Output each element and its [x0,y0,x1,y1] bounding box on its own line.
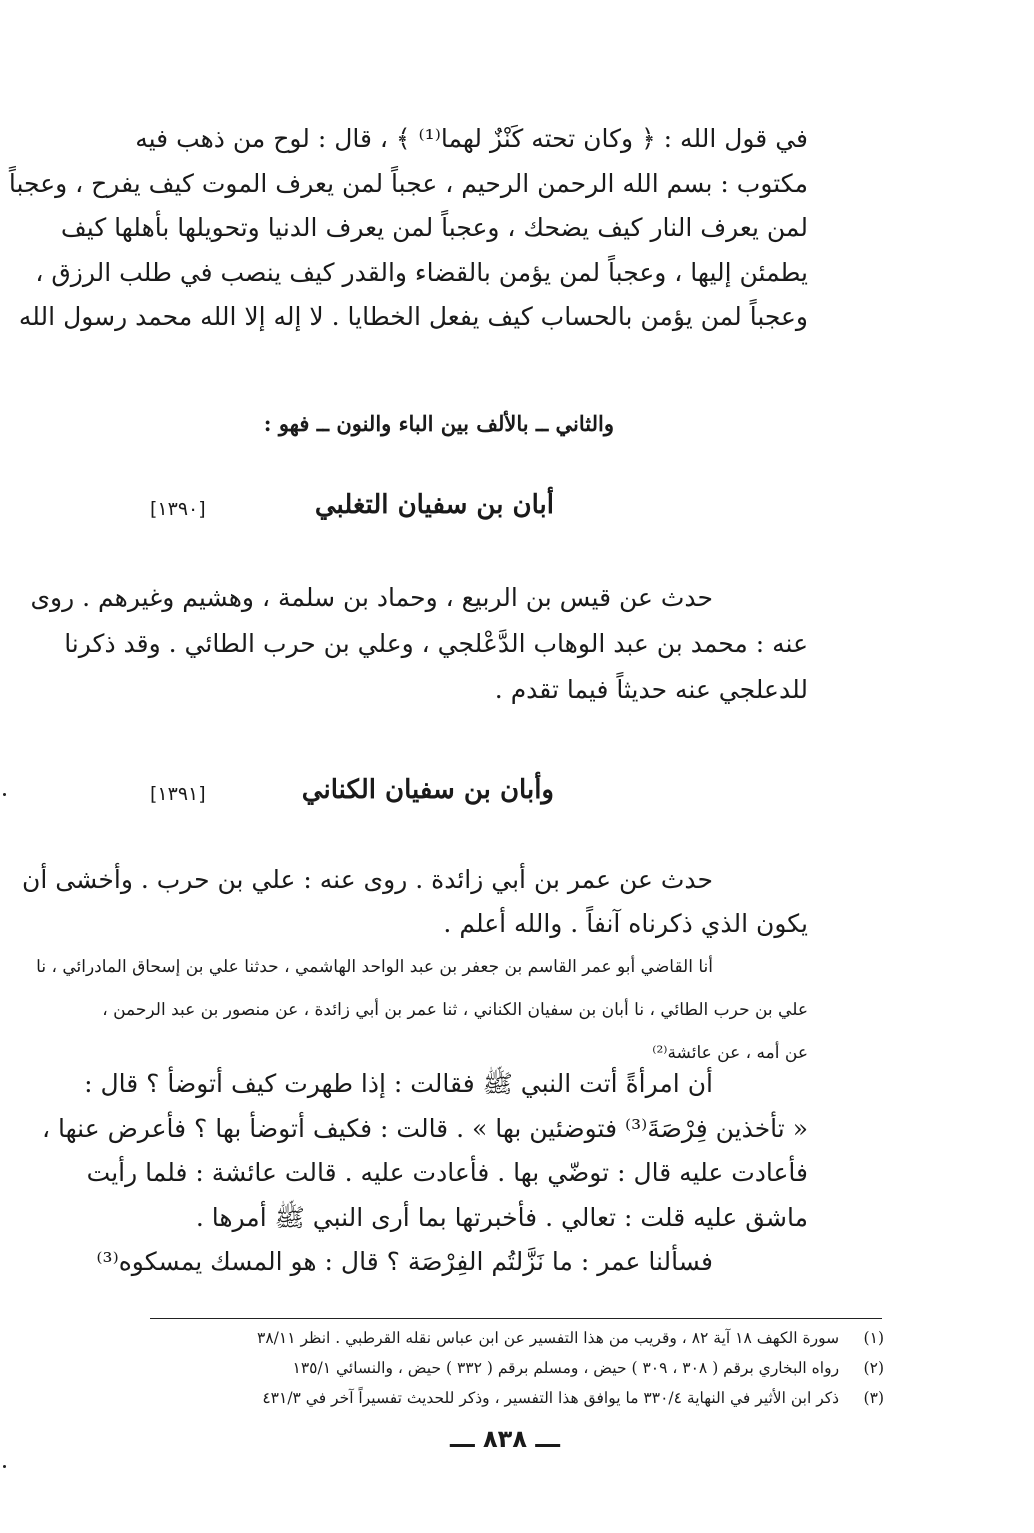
intro-paragraph [8,117,808,340]
hadith-block [42,1062,808,1285]
entry-line: للدعلجي عنه حديثاً فيما تقدم . [494,675,808,704]
entry-line: عنه : محمد بن عبد الوهاب الدَّعْلجي ، وعلي بن حرب الطائي . وقد ذكرنا [64,629,808,658]
intro-line: لمن يعرف النار كيف يضحك ، وعجباً لمن يعرف الدنيا وتحويلها بأهلها كيف [60,213,808,242]
scan-speck [3,793,6,796]
intro-line: يطمئن إليها ، وعجباً لمن يؤمن بالقضاء والقدر كيف ينصب في طلب الرزق ، [35,257,808,287]
entry-line: حدث عن عمر بن أبي زائدة . روى عنه : علي بن حرب . وأخشى أن [22,865,713,894]
footnote-number: (٢) [863,1359,884,1377]
footnote-number: (٣) [863,1389,884,1407]
hadith-line: أن امرأةً أتت النبي ﷺ فقالت : إذا طهرت كيف أتوضأ ؟ قال : [84,1069,713,1098]
entry-number: [١٣٩١] [150,783,206,805]
footnote-text: رواه البخاري برقم ( ٣٠٨ ، ٣٠٩ ) حيض ، ومسلم برقم ( ٣٣٢ ) حيض ، والنسائي ١٣٥/١ [292,1359,840,1377]
entry-body-1390 [30,575,808,713]
hadith-line: فأعادت عليه قال : توضّي بها . فأعادت عليه . قالت عائشة : فلما رأيت [86,1158,808,1187]
hadith-line: « تأخذين فِرْصَةَ⁽³⁾ فتوضئين بها » . قالت : فكيف أتوضأ بها ؟ فأعرض عنها ، [42,1113,808,1143]
footnotes [144,1323,884,1413]
hadith-line: ماشق عليه قلت : تعالي . فأخبرتها بما أرى النبي ﷺ أمرها . [195,1202,808,1232]
entry-header-1391 [150,775,884,815]
page-number: ـــ ٨٣٨ ـــ [450,1425,560,1453]
footnote [144,1353,884,1383]
entry-header-1390 [150,490,884,530]
section-intro-heading: والثاني ــ بالألف بين الباء والنون ــ فهو : [263,411,614,436]
footnote [144,1383,884,1413]
isnad-line: عن أمه ، عن عائشة⁽²⁾ [652,1043,808,1063]
entry-title: وأبان بن سفيان الكناني [301,775,554,805]
footnote-text: سورة الكهف ١٨ آية ٨٢ ، وقريب من هذا التفسير عن ابن عباس نقله القرطبي . انظر ٣٨/١١ [257,1329,840,1347]
footnote-separator [150,1318,882,1319]
entry-line: حدث عن قيس بن الربيع ، وحماد بن سلمة ، وهشيم وغيرهم . روى [30,583,713,612]
intro-line: في قول الله : ﴿ وكان تحته كَنْزٌ لهما⁽¹⁾ ﴾ ، قال : لوح من ذهب فيه [135,124,808,153]
footnote [144,1323,884,1353]
isnad-line: أنا القاضي أبو عمر القاسم بن جعفر بن عبد الواحد الهاشمي ، حدثنا علي بن إسحاق المادرائي ، نا [36,957,713,977]
entry-number: [١٣٩٠] [150,498,206,520]
intro-line: مكتوب : بسم الله الرحمن الرحيم ، عجباً لمن يعرف الموت كيف يفرح ، وعجباً [8,168,808,198]
scan-speck [3,1465,6,1468]
intro-line: وعجباً لمن يؤمن بالحساب كيف يفعل الخطايا . لا إله إلا الله محمد رسول الله [18,302,808,331]
isnad-line: علي بن حرب الطائي ، نا أبان بن سفيان الكناني ، ثنا عمر بن أبي زائدة ، عن منصور بن عبد الرحمن ، [102,1000,808,1020]
entry-body-1391 [22,858,808,946]
entry-line: يكون الذي ذكرناه آنفاً . والله أعلم . [443,909,808,938]
footnote-text: ذكر ابن الأثير في النهاية ٣٣٠/٤ ما يوافق هذا التفسير ، وذكر للحديث تفسيراً آخر في ٤٣١/٣ [262,1389,840,1407]
footnote-number: (١) [863,1329,884,1347]
entry-title: أبان بن سفيان التغلبي [314,490,554,520]
hadith-line: فسألنا عمر : ما نَزَّلتُم الفِرْصَة ؟ قال : هو المسك يمسكوه⁽³⁾ [96,1247,713,1276]
isnad-block [36,946,808,1075]
